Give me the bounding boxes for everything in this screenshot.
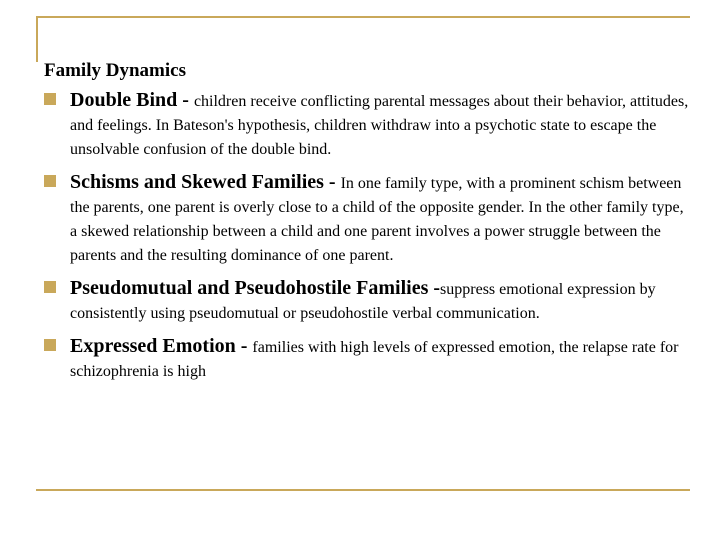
bullet-item-schisms <box>44 169 692 268</box>
left-rule <box>36 16 38 62</box>
square-bullet-icon <box>44 93 56 105</box>
bullet-term: Expressed Emotion - <box>70 335 253 357</box>
bullet-term: Pseudomutual and Pseudohostile Families - <box>70 277 441 299</box>
bullet-description: suppress emotional expression by consistently using pseudomutual or pseudohostile verbal communication. <box>70 281 656 322</box>
square-bullet-icon <box>44 281 56 293</box>
bullet-item-double-bind <box>44 87 692 162</box>
bullet-term: Double Bind - <box>70 89 194 111</box>
square-bullet-icon <box>44 339 56 351</box>
slide-heading: Family Dynamics <box>44 60 186 81</box>
bullet-description: In one family type, with a prominent schism between the parents, one parent is overly close to a child of the opposite gender. In the other family type, a skewed relationship between a child and one parent involves a power struggle between the parents and the resulting dominance of one parent. <box>70 175 684 264</box>
bullet-description: children receive conflicting parental messages about their behavior, attitudes, and feelings. In Bateson's hypothesis, children withdraw into a psychotic state to escape the unsolvable confusion of the double bind. <box>70 93 689 158</box>
bullet-term: Schisms and Skewed Families - <box>70 171 341 193</box>
bullet-item-pseudomutual <box>44 275 692 326</box>
bottom-rule <box>36 489 690 491</box>
top-rule <box>36 16 690 18</box>
bullet-description: families with high levels of expressed emotion, the relapse rate for schizophrenia is high <box>70 339 679 380</box>
slide-content <box>44 58 692 391</box>
square-bullet-icon <box>44 175 56 187</box>
bullet-item-expressed-emotion <box>44 333 692 384</box>
